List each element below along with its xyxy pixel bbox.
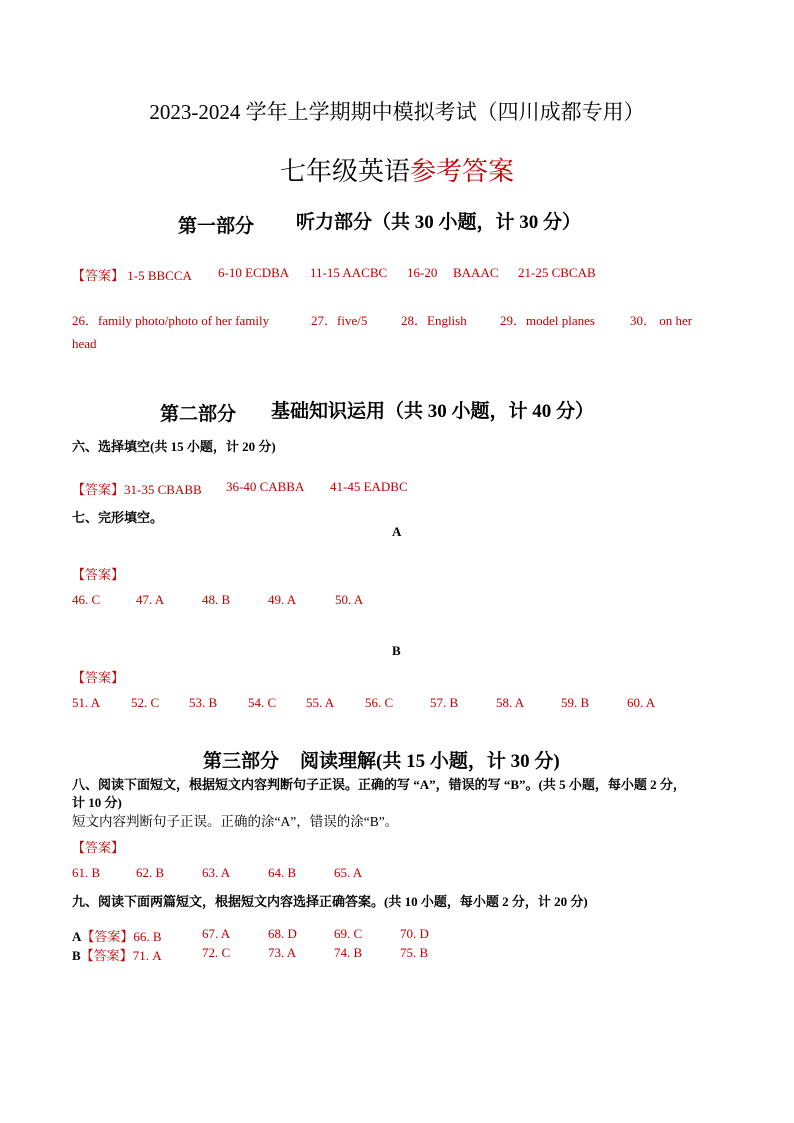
answer-item: 60. A — [627, 695, 656, 710]
answer-item: 48. B — [202, 592, 231, 607]
q9-heading: 九、阅读下面两篇短文，根据短文内容选择正确答案。(共 10 小题，每小题 2 分，计 20 分) — [72, 894, 588, 909]
passage-a-label: A — [392, 524, 402, 539]
answer-item: 68. D — [268, 926, 297, 941]
answer-tag: 【答案】 — [80, 948, 133, 963]
answer-item: 53. B — [189, 695, 218, 710]
answer-group: 36-40 CABBA — [226, 479, 305, 494]
answer-item: 72. C — [202, 945, 231, 960]
answer-item: 71. A — [132, 948, 162, 963]
answer-item: 52. C — [131, 695, 160, 710]
answer-item: 50. A — [335, 592, 364, 607]
answer-item: 59. B — [561, 695, 590, 710]
answer-item: 69. C — [334, 926, 363, 941]
answer-item: 55. A — [306, 695, 335, 710]
answer-item: 66. B — [133, 929, 162, 944]
answer-item: 70. D — [400, 926, 429, 941]
answer-item: 46. C — [72, 592, 101, 607]
q8-heading-line1: 八、阅读下面短文，根据短文内容判断句子正误。正确的写 “A”，错误的写 “B”。(共 5 小题，每小题 2 分， — [72, 777, 686, 792]
q8-heading-line2: 计 10 分) — [72, 795, 122, 810]
grade-subject: 七年级英语 — [279, 157, 410, 186]
answer-item: 65. A — [334, 865, 363, 880]
answer-item: 64. B — [268, 865, 297, 880]
answer-item: 49. A — [268, 592, 297, 607]
answer-item: 62. B — [136, 865, 165, 880]
answer-tag: 【答案】 — [72, 482, 125, 497]
row-label: B — [72, 948, 81, 963]
part1-label: 第一部分 — [178, 216, 255, 237]
answer-key-heading — [0, 151, 794, 188]
answer-group: 11-15 AACBC — [310, 265, 388, 280]
blank-answer: 30． on her — [630, 313, 693, 328]
passage-b-label: B — [392, 643, 401, 658]
answer-tag: 【答案】 — [72, 840, 125, 855]
answer-group: 21-25 CBCAB — [518, 265, 596, 280]
part1-title: 听力部分（共 30 小题，计 30 分） — [296, 212, 582, 233]
answer-tag: 【答案】 — [72, 268, 125, 283]
answer-item: 57. B — [430, 695, 459, 710]
answer-tag: 【答案】 — [72, 670, 125, 685]
blank-answer: 27．five/5 — [311, 313, 368, 328]
exam-title: 2023-2024 学年上学期期中模拟考试（四川成都专用） — [149, 100, 645, 124]
answer-item: 73. A — [268, 945, 297, 960]
part2-label: 第二部分 — [160, 404, 237, 425]
answer-tag: 【答案】 — [81, 929, 134, 944]
answer-item: 75. B — [400, 945, 429, 960]
answer-group: 1-5 BBCCA — [127, 268, 192, 283]
part3-label: 第三部分 — [203, 751, 280, 772]
reference-answer-label: 参考答案 — [410, 157, 515, 186]
answer-tag: 【答案】 — [72, 567, 125, 582]
answer-item: 67. A — [202, 926, 231, 941]
row-label: A — [72, 929, 82, 944]
answer-item: 51. A — [72, 695, 101, 710]
answer-item: 58. A — [496, 695, 525, 710]
blank-answer-wrap: head — [72, 336, 97, 351]
blank-answer: 26．family photo/photo of her family — [72, 313, 270, 328]
answer-item: 56. C — [365, 695, 394, 710]
part2-title: 基础知识运用（共 30 小题，计 40 分） — [271, 401, 595, 422]
answer-item: 54. C — [248, 695, 277, 710]
answer-group: 16-20 — [407, 265, 438, 280]
answer-group: 6-10 ECDBA — [218, 265, 290, 280]
q6-answers-row — [72, 479, 202, 498]
q9-row-a — [72, 926, 162, 945]
q7-heading: 七、完形填空。 — [72, 510, 164, 525]
answer-group: 41-45 EADBC — [330, 479, 408, 494]
part1-answers-row — [72, 265, 192, 284]
answer-item: 63. A — [202, 865, 231, 880]
blank-answer: 29．model planes — [500, 313, 595, 328]
answer-item: 47. A — [136, 592, 165, 607]
answer-group: 31-35 CBABB — [124, 482, 202, 497]
blank-answer: 28．English — [401, 313, 467, 328]
part3-title: 阅读理解(共 15 小题，计 30 分) — [300, 751, 560, 772]
q9-row-b — [72, 945, 162, 964]
answer-item: 61. B — [72, 865, 101, 880]
q8-note: 短文内容判断句子正误。正确的涂“A”，错误的涂“B”。 — [72, 814, 399, 829]
answer-item: 74. B — [334, 945, 363, 960]
answer-group: BAAAC — [453, 265, 499, 280]
q6-heading: 六、选择填空(共 15 小题，计 20 分) — [72, 439, 276, 454]
